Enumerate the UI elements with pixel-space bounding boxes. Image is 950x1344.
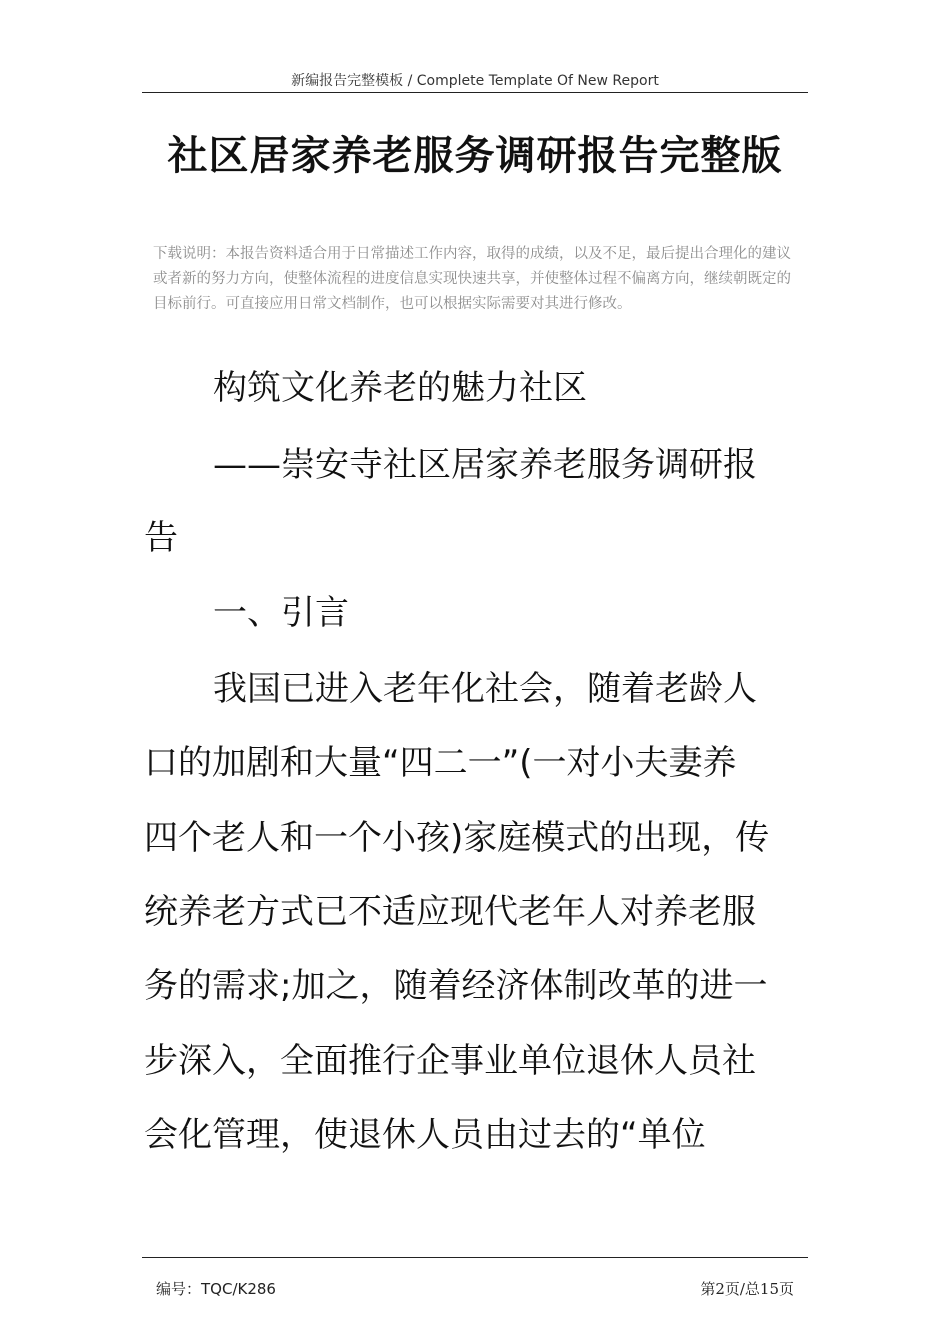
paragraph-line: 我国已进入老年化社会，随着老龄人 <box>213 669 757 709</box>
paragraph-line: 四个老人和一个小孩)家庭模式的出现，传 <box>144 818 770 858</box>
download-note: 下载说明：本报告资料适合用于日常描述工作内容，取得的成绩，以及不足，最后提出合理化的建议或者新的努力方向，使整体流程的进度信息实现快速共享，并使整体过程不偏离方向，继续朝既定的目标前行。可直接应用日常文档制作，也可以根据实际需要对其进行修改。 <box>153 246 791 312</box>
section-heading: 一、引言 <box>213 593 349 633</box>
footer-page-number: 第2页/总15页 <box>700 1280 794 1298</box>
header-rule <box>142 92 808 93</box>
paragraph-line: 务的需求;加之，随着经济体制改革的进一 <box>144 966 768 1006</box>
paragraph-line: 步深入，全面推行企事业单位退休人员社 <box>144 1041 756 1081</box>
footer-rule <box>142 1257 808 1258</box>
footer-code: 编号：TQC/K286 <box>156 1280 276 1298</box>
body-line-subtitle-3: 告 <box>144 518 178 558</box>
page-header-text: 新编报告完整模板 / Complete Template Of New Report <box>291 73 659 89</box>
body-line-subtitle: 构筑文化养老的魅力社区 <box>213 368 587 408</box>
paragraph-line: 口的加剧和大量“四二一”(一对小夫妻养 <box>144 743 737 783</box>
body-line-subtitle-2: ——崇安寺社区居家养老服务调研报 <box>213 445 757 485</box>
document-title: 社区居家养老服务调研报告完整版 <box>167 133 783 179</box>
paragraph-line: 会化管理，使退休人员由过去的“单位 <box>144 1115 706 1155</box>
paragraph-line: 统养老方式已不适应现代老年人对养老服 <box>144 892 756 932</box>
